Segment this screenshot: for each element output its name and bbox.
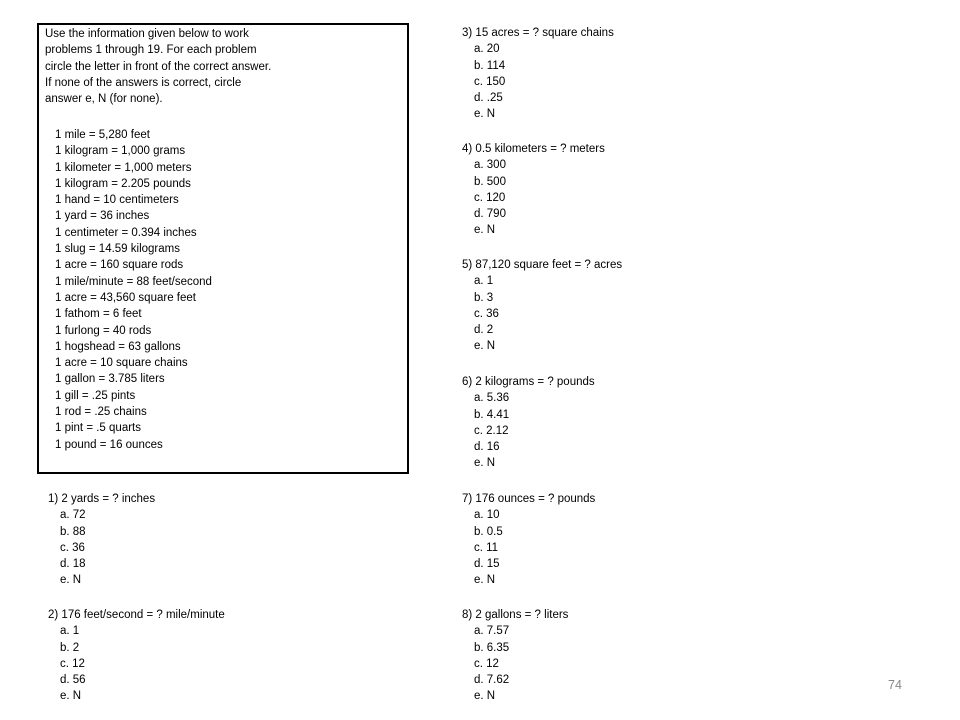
- answer-choices: [462, 507, 595, 588]
- conversion-item: 1 kilometer = 1,000 meters: [55, 161, 192, 174]
- conversion-item: 1 kilogram = 2.205 pounds: [55, 177, 191, 190]
- answer-choice[interactable]: b. 2: [60, 641, 80, 654]
- question-text: 4) 0.5 kilometers = ? meters: [462, 143, 605, 155]
- answer-choice[interactable]: a. 1: [60, 625, 80, 638]
- answer-choice[interactable]: e. N: [474, 340, 496, 353]
- conversion-item: 1 fathom = 6 feet: [55, 308, 142, 321]
- conversion-item: 1 hogshead = 63 gallons: [55, 340, 181, 353]
- conversion-item: 1 furlong = 40 rods: [55, 324, 152, 337]
- answer-choice[interactable]: e. N: [474, 457, 496, 470]
- conversion-item: 1 mile/minute = 88 feet/second: [55, 275, 212, 288]
- answer-choice[interactable]: a. 20: [474, 43, 500, 56]
- conversion-item: 1 acre = 10 square chains: [55, 357, 188, 370]
- conversion-item: 1 slug = 14.59 kilograms: [55, 243, 180, 256]
- answer-choice[interactable]: b. 500: [474, 175, 506, 188]
- conversion-item: 1 gallon = 3.785 liters: [55, 373, 165, 386]
- answer-choice[interactable]: a. 10: [474, 509, 500, 522]
- answer-choice[interactable]: d. 15: [474, 558, 500, 570]
- conversion-list: [55, 127, 212, 453]
- conversion-item: 1 hand = 10 centimeters: [55, 194, 179, 207]
- answer-choice[interactable]: a. 72: [60, 509, 86, 522]
- conversion-item: 1 pint = .5 quarts: [55, 422, 141, 435]
- instruction-line: circle the letter in front of the correct answer.: [45, 60, 272, 73]
- answer-choice[interactable]: b. 3: [474, 291, 494, 304]
- instructions: [45, 26, 271, 107]
- conversion-item: 1 kilogram = 1,000 grams: [55, 145, 186, 158]
- question-text: 2) 176 feet/second = ? mile/minute: [48, 609, 225, 621]
- question-text: 3) 15 acres = ? square chains: [462, 27, 614, 39]
- answer-choice[interactable]: b. 88: [60, 525, 86, 538]
- question-3: [462, 25, 614, 123]
- question-7: [462, 491, 595, 589]
- answer-choice[interactable]: e. N: [474, 108, 496, 121]
- conversion-item: 1 yard = 36 inches: [55, 210, 150, 223]
- conversion-item: 1 acre = 160 square rods: [55, 259, 184, 272]
- question-text: 7) 176 ounces = ? pounds: [462, 493, 596, 505]
- answer-choice[interactable]: b. 0.5: [474, 525, 503, 538]
- conversion-item: 1 acre = 43,560 square feet: [55, 291, 196, 304]
- answer-choice[interactable]: e. N: [474, 690, 496, 703]
- question-text: 1) 2 yards = ? inches: [48, 493, 156, 505]
- answer-choice[interactable]: e. N: [474, 224, 496, 237]
- answer-choices: [462, 623, 568, 704]
- answer-choices: [462, 41, 614, 122]
- answer-choice[interactable]: b. 4.41: [474, 408, 510, 421]
- question-6: [462, 374, 595, 472]
- answer-choice[interactable]: c. 2.12: [474, 424, 509, 437]
- instruction-line: Use the information given below to work: [45, 28, 249, 40]
- answer-choice[interactable]: d. 7.62: [474, 674, 510, 686]
- conversion-item: 1 gill = .25 pints: [55, 389, 136, 402]
- question-1: [48, 491, 155, 589]
- answer-choices: [462, 273, 622, 354]
- answer-choice[interactable]: c. 36: [60, 541, 85, 554]
- answer-choice[interactable]: c. 120: [474, 191, 506, 204]
- question-5: [462, 257, 622, 355]
- answer-choices: [462, 157, 605, 238]
- answer-choice[interactable]: a. 5.36: [474, 392, 510, 405]
- conversion-item: 1 mile = 5,280 feet: [55, 129, 150, 141]
- answer-choice[interactable]: e. N: [60, 574, 82, 587]
- answer-choice[interactable]: b. 6.35: [474, 641, 510, 654]
- question-text: 6) 2 kilograms = ? pounds: [462, 376, 595, 388]
- question-text: 8) 2 gallons = ? liters: [462, 609, 569, 621]
- answer-choice[interactable]: e. N: [474, 574, 496, 587]
- conversion-info-box: [37, 23, 409, 474]
- answer-choice[interactable]: b. 114: [474, 59, 506, 72]
- answer-choice[interactable]: d. 2: [474, 324, 494, 336]
- page-number: 74: [888, 678, 902, 692]
- answer-choice[interactable]: c. 11: [474, 541, 499, 554]
- answer-choice[interactable]: a. 1: [474, 275, 494, 288]
- question-text: 5) 87,120 square feet = ? acres: [462, 259, 623, 271]
- question-8: [462, 607, 568, 705]
- answer-choice[interactable]: e. N: [60, 690, 82, 703]
- question-4: [462, 141, 605, 239]
- answer-choice[interactable]: a. 300: [474, 159, 506, 172]
- answer-choice[interactable]: c. 12: [60, 657, 85, 670]
- instruction-line: If none of the answers is correct, circle: [45, 76, 242, 89]
- conversion-item: 1 rod = .25 chains: [55, 406, 147, 419]
- answer-choice[interactable]: c. 150: [474, 75, 506, 88]
- question-2: [48, 607, 225, 705]
- answer-choices: [462, 390, 595, 471]
- answer-choices: [48, 623, 225, 704]
- answer-choice[interactable]: d. .25: [474, 92, 503, 104]
- answer-choice[interactable]: c. 36: [474, 307, 499, 320]
- conversion-item: 1 centimeter = 0.394 inches: [55, 226, 197, 239]
- conversion-item: 1 pound = 16 ounces: [55, 438, 163, 451]
- instruction-line: answer e, N (for none).: [45, 93, 163, 106]
- answer-choice[interactable]: d. 56: [60, 674, 86, 686]
- answer-choice[interactable]: d. 18: [60, 558, 86, 570]
- answer-choice[interactable]: a. 7.57: [474, 625, 510, 638]
- answer-choice[interactable]: d. 790: [474, 208, 506, 220]
- instruction-line: problems 1 through 19. For each problem: [45, 44, 257, 57]
- answer-choice[interactable]: c. 12: [474, 657, 499, 670]
- answer-choices: [48, 507, 155, 588]
- answer-choice[interactable]: d. 16: [474, 441, 500, 453]
